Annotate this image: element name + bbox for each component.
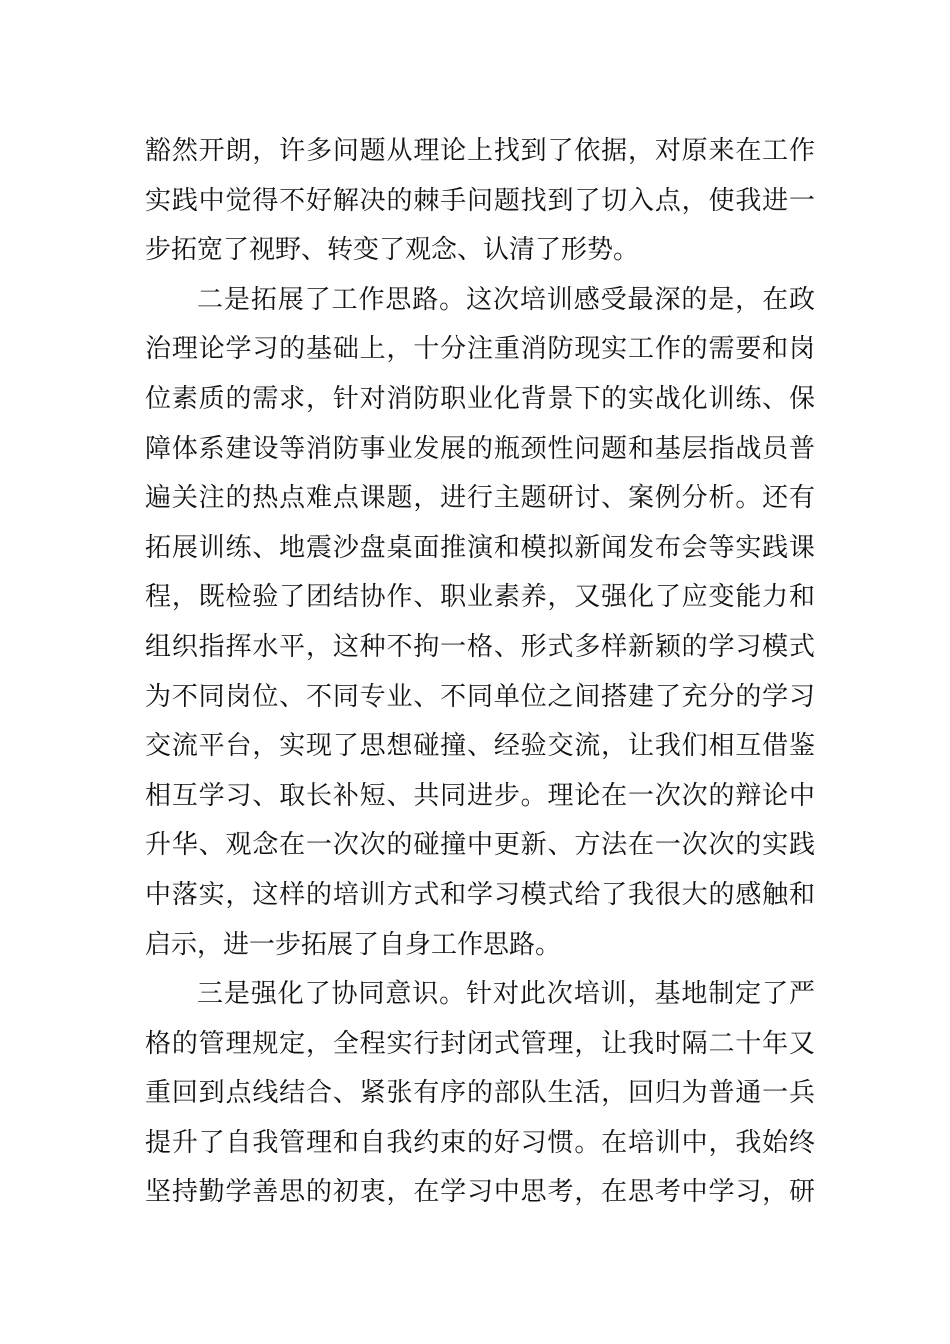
paragraph-2-line-14: 启示，进一步拓展了自身工作思路。: [145, 929, 562, 960]
paragraph-2-line-4: 障体系建设等消防事业发展的瓶颈性问题和基层指战员普: [145, 433, 815, 464]
paragraph-2-line-12: 升华、观念在一次次的碰撞中更新、方法在一次次的实践: [145, 830, 815, 861]
paragraph-3-line-1: 三是强化了协同意识。针对此次培训，基地制定了严: [197, 979, 815, 1010]
paragraph-3-line-4: 提升了自我管理和自我约束的好习惯。在培训中，我始终: [145, 1127, 815, 1158]
document-body: [145, 127, 815, 1218]
paragraph-2-line-2: 治理论学习的基础上，十分注重消防现实工作的需要和岗: [145, 334, 815, 365]
paragraph-1-line-3: 步拓宽了视野、转变了观念、认清了形势。: [145, 235, 640, 266]
paragraph-1-line-1: 豁然开朗，许多问题从理论上找到了依据，对原来在工作: [145, 136, 815, 166]
paragraph-2-line-9: 为不同岗位、不同专业、不同单位之间搭建了充分的学习: [145, 681, 815, 712]
paragraph-2-line-6: 拓展训练、地震沙盘桌面推演和模拟新闻发布会等实践课: [145, 532, 815, 563]
paragraph-2-line-11: 相互学习、取长补短、共同进步。理论在一次次的辩论中: [145, 780, 815, 811]
paragraph-2-line-13: 中落实，这样的培训方式和学习模式给了我很大的感触和: [145, 879, 815, 910]
paragraph-2-line-7: 程，既检验了团结协作、职业素养，又强化了应变能力和: [145, 582, 815, 613]
paragraph-2-line-3: 位素质的需求，针对消防职业化背景下的实战化训练、保: [145, 383, 815, 414]
paragraph-3-line-5: 坚持勤学善思的初衷，在学习中思考，在思考中学习，研: [145, 1177, 815, 1208]
paragraph-2-line-8: 组织指挥水平，这种不拘一格、形式多样新颖的学习模式: [145, 631, 815, 662]
paragraph-3-line-3: 重回到点线结合、紧张有序的部队生活，回归为普通一兵: [145, 1078, 815, 1109]
paragraph-3-line-2: 格的管理规定，全程实行封闭式管理，让我时隔二十年又: [145, 1028, 815, 1059]
paragraph-2-line-10: 交流平台，实现了思想碰撞、经验交流，让我们相互借鉴: [145, 731, 815, 762]
paragraph-2-line-5: 遍关注的热点难点课题，进行主题研讨、案例分析。还有: [145, 483, 815, 514]
paragraph-1-line-2: 实践中觉得不好解决的棘手问题找到了切入点，使我进一: [145, 185, 815, 216]
paragraph-2-line-1: 二是拓展了工作思路。这次培训感受最深的是，在政: [197, 284, 815, 315]
